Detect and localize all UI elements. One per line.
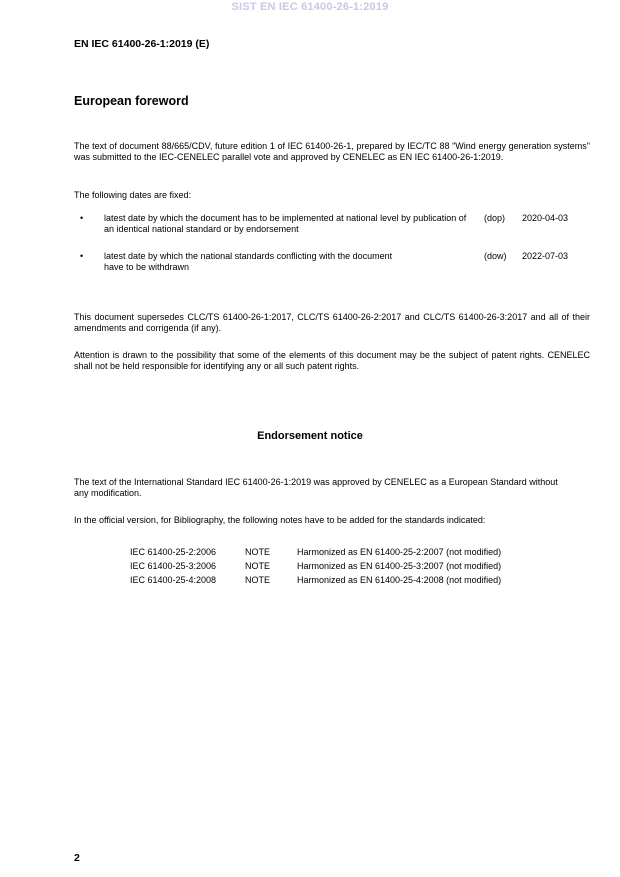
date-item-text: latest date by which the national standards conflicting with the document have to be withdrawn	[104, 251, 393, 272]
endorsement-paragraph: The text of the International Standard IEC 61400-26-1:2019 was approved by CENELEC as a European Standard without any modification.	[74, 477, 558, 498]
patent-paragraph: Attention is drawn to the possibility that some of the elements of this document may be the subject of patent rights. CENELEC shall not be held responsible for identifying any or all such patent rights.	[74, 350, 590, 371]
date-item-text: latest date by which the document has to be implemented at national level by publication of an identical national standard or by endorsement	[104, 213, 467, 234]
bibliography-intro: In the official version, for Bibliography, the following notes have to be added for the standards indicated:	[74, 515, 486, 525]
note-text: Harmonized as EN 61400-25-2:2007 (not modified)	[297, 547, 502, 557]
date-item-date: 2020-04-03	[522, 213, 569, 223]
note-label: NOTE	[245, 561, 271, 571]
supersedes-paragraph: This document supersedes CLC/TS 61400-26-1:2017, CLC/TS 61400-26-2:2017 and CLC/TS 61400-26-3:2017 and all of their amendments and corrigenda (if any).	[74, 312, 590, 333]
bullet: •	[80, 213, 84, 223]
foreword-intro-paragraph: The text of document 88/665/CDV, future edition 1 of IEC 61400-26-1, prepared by IEC/TC 88 "Wind energy generation systems" was submitted to the IEC-CENELEC parallel vote and approved by CENELEC as EN IEC 61400-26-1:2019.	[74, 141, 590, 162]
note-standard: IEC 61400-25-2:2006	[130, 547, 217, 557]
watermark: SIST EN IEC 61400-26-1:2019	[231, 1, 389, 13]
document-id: EN IEC 61400-26-1:2019 (E)	[74, 38, 210, 50]
date-item-code: (dop)	[484, 213, 506, 223]
note-label: NOTE	[245, 575, 271, 585]
section-title-endorsement: Endorsement notice	[257, 430, 363, 442]
date-item-code: (dow)	[484, 251, 507, 261]
page-number: 2	[74, 852, 80, 864]
note-label: NOTE	[245, 547, 271, 557]
dates-intro: The following dates are fixed:	[74, 190, 192, 200]
section-title-foreword: European foreword	[74, 94, 189, 108]
note-text: Harmonized as EN 61400-25-3:2007 (not modified)	[297, 561, 502, 571]
bullet: •	[80, 251, 84, 261]
date-item-date: 2022-07-03	[522, 251, 569, 261]
note-text: Harmonized as EN 61400-25-4:2008 (not modified)	[297, 575, 502, 585]
note-standard: IEC 61400-25-3:2006	[130, 561, 217, 571]
note-standard: IEC 61400-25-4:2008	[130, 575, 217, 585]
